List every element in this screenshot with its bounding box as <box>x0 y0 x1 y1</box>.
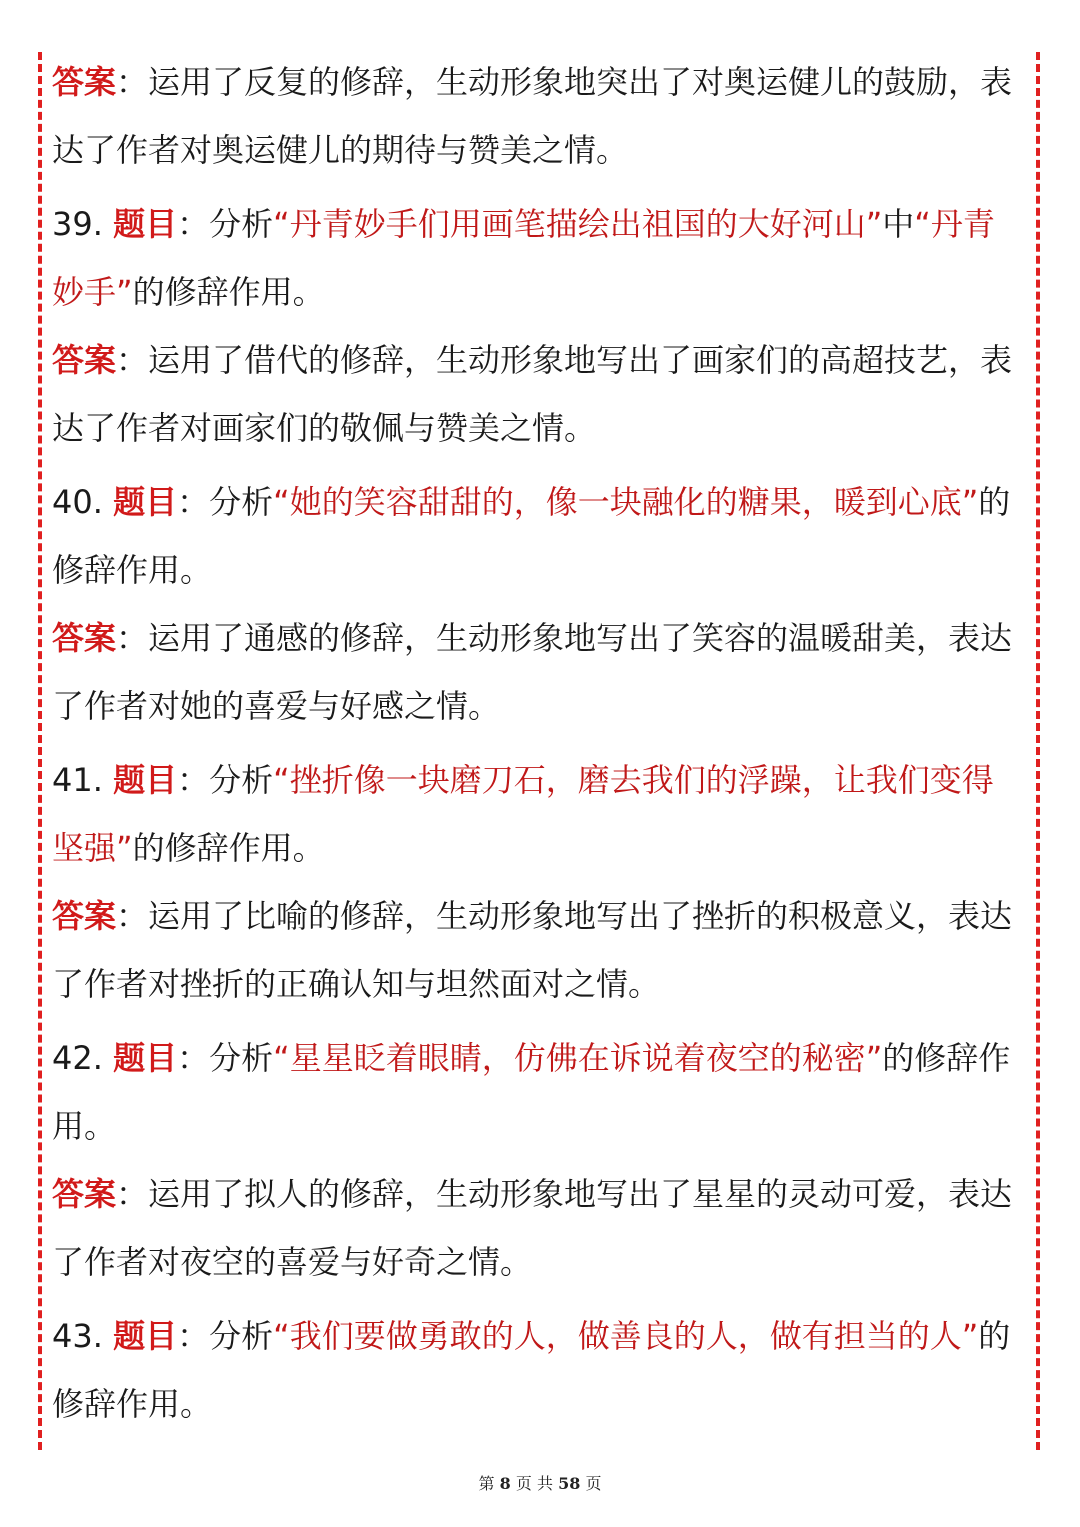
question-label: 题目 <box>113 205 178 243</box>
analyze-word: 分析 <box>209 1317 274 1355</box>
question-label: 题目 <box>113 1039 178 1077</box>
question-quote: “星星眨着眼睛，仿佛在诉说着夜空的秘密” <box>273 1039 883 1077</box>
colon: ： <box>177 761 210 799</box>
question-label: 题目 <box>113 761 178 799</box>
question-tail: 的修辞作用。 <box>52 1039 1011 1145</box>
question-number: 42. <box>52 1039 103 1077</box>
answer-text: 运用了反复的修辞，生动形象地突出了对奥运健儿的鼓励，表达了作者对奥运健儿的期待与赞美之情。 <box>52 63 1013 169</box>
colon: ： <box>116 897 149 935</box>
answer-label: 答案 <box>52 619 117 657</box>
answer-label: 答案 <box>52 1175 117 1213</box>
answer-block <box>52 48 1024 184</box>
question-mid: 中 <box>882 205 915 243</box>
question-block <box>52 746 1024 882</box>
analyze-word: 分析 <box>209 761 274 799</box>
document-body <box>52 48 1024 1438</box>
analyze-word: 分析 <box>209 1039 274 1077</box>
colon: ： <box>177 1317 210 1355</box>
question-quote-2: “丹青妙手” <box>52 205 995 311</box>
answer-block <box>52 1160 1024 1296</box>
question-block <box>52 1302 1024 1438</box>
question-number: 40. <box>52 483 103 521</box>
question-block <box>52 1024 1024 1160</box>
page-footer <box>0 1471 1080 1494</box>
question-tail: 的修辞作用。 <box>132 829 325 867</box>
answer-label: 答案 <box>52 63 117 101</box>
right-dashed-border <box>1036 52 1040 1450</box>
question-tail: 的修辞作用。 <box>132 273 325 311</box>
question-number: 39. <box>52 205 103 243</box>
footer-prefix: 第 <box>478 1474 495 1493</box>
question-quote: “丹青妙手们用画笔描绘出祖国的大好河山” <box>273 205 883 243</box>
answer-label: 答案 <box>52 341 117 379</box>
answer-label: 答案 <box>52 897 117 935</box>
question-quote: “挫折像一块磨刀石，磨去我们的浮躁，让我们变得坚强” <box>52 761 994 867</box>
answer-block <box>52 326 1024 462</box>
footer-suffix: 页 <box>585 1474 602 1493</box>
answer-text: 运用了拟人的修辞，生动形象地写出了星星的灵动可爱，表达了作者对夜空的喜爱与好奇之情。 <box>52 1175 1013 1281</box>
question-block <box>52 190 1024 326</box>
colon: ： <box>116 619 149 657</box>
question-quote: “她的笑容甜甜的，像一块融化的糖果，暖到心底” <box>273 483 979 521</box>
colon: ： <box>177 1039 210 1077</box>
question-quote: “我们要做勇敢的人，做善良的人，做有担当的人” <box>273 1317 979 1355</box>
answer-text: 运用了通感的修辞，生动形象地写出了笑容的温暖甜美，表达了作者对她的喜爱与好感之情。 <box>52 619 1013 725</box>
question-tail: 的修辞作用。 <box>52 1317 1011 1423</box>
question-label: 题目 <box>113 483 178 521</box>
question-tail: 的修辞作用。 <box>52 483 1011 589</box>
analyze-word: 分析 <box>209 205 274 243</box>
question-number: 41. <box>52 761 103 799</box>
colon: ： <box>116 1175 149 1213</box>
colon: ： <box>116 63 149 101</box>
answer-text: 运用了比喻的修辞，生动形象地写出了挫折的积极意义，表达了作者对挫折的正确认知与坦然面对之情。 <box>52 897 1013 1003</box>
left-dashed-border <box>38 52 42 1450</box>
answer-block <box>52 604 1024 740</box>
analyze-word: 分析 <box>209 483 274 521</box>
question-block <box>52 468 1024 604</box>
question-label: 题目 <box>113 1317 178 1355</box>
total-pages: 58 <box>558 1474 581 1493</box>
answer-text: 运用了借代的修辞，生动形象地写出了画家们的高超技艺，表达了作者对画家们的敬佩与赞美之情。 <box>52 341 1013 447</box>
colon: ： <box>116 341 149 379</box>
question-number: 43. <box>52 1317 103 1355</box>
footer-middle: 页 共 <box>515 1474 553 1493</box>
colon: ： <box>177 205 210 243</box>
colon: ： <box>177 483 210 521</box>
answer-block <box>52 882 1024 1018</box>
page-number: 8 <box>499 1474 511 1493</box>
